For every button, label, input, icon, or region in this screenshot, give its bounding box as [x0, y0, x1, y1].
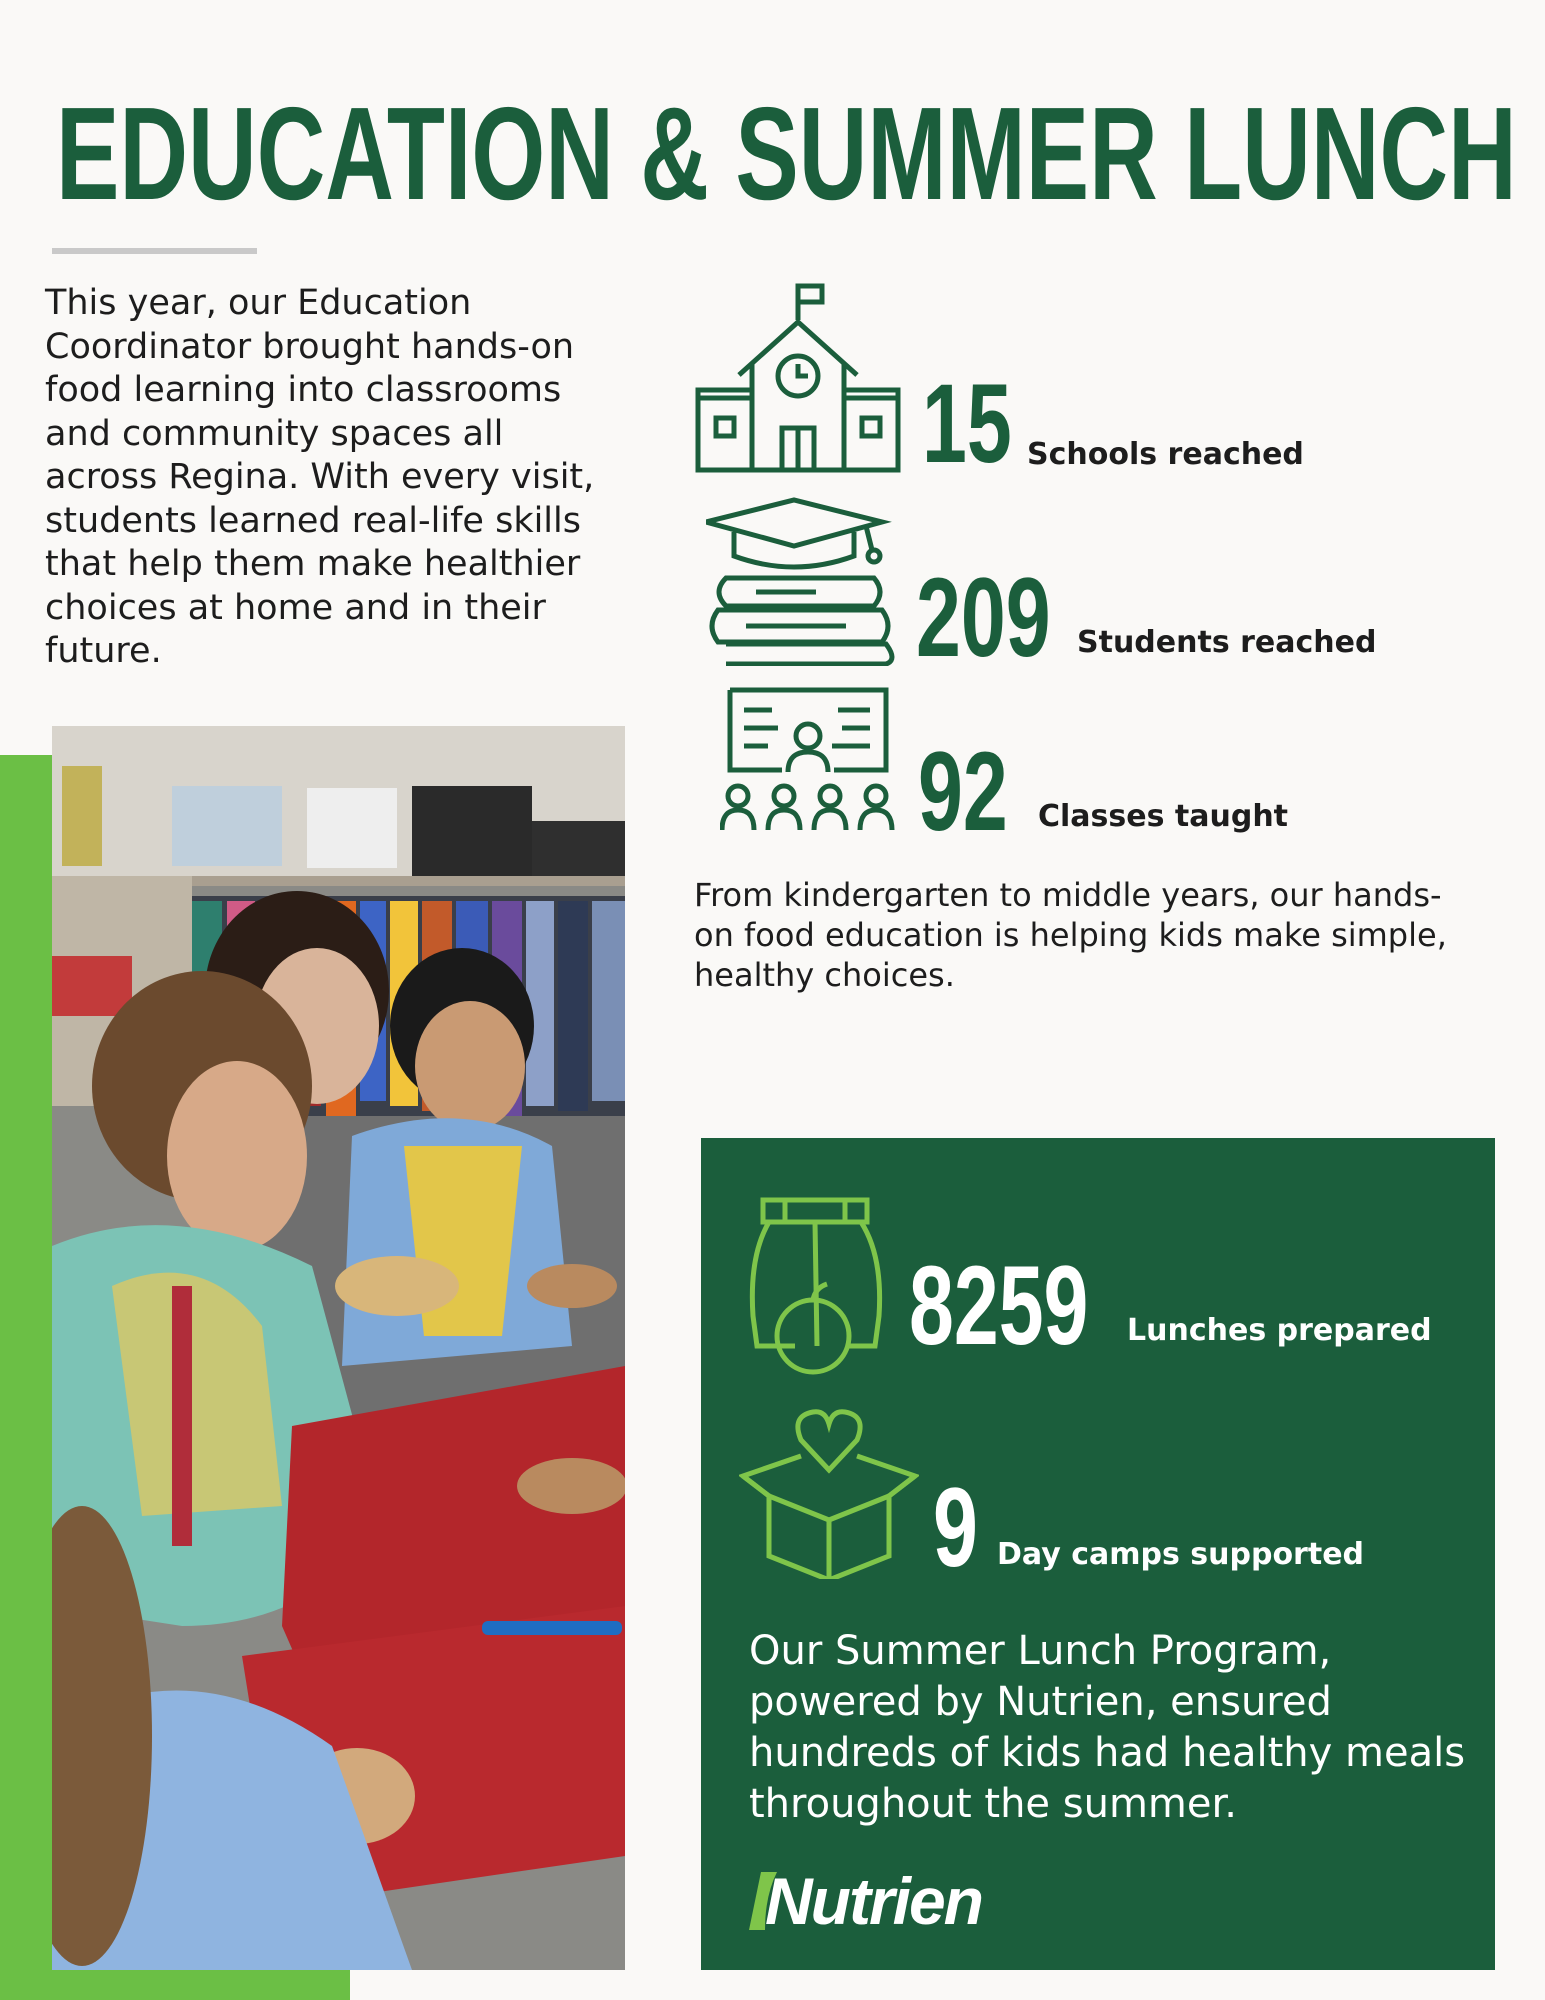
- page-title: EDUCATION & SUMMER LUNCH: [56, 80, 1517, 227]
- title-divider: [52, 248, 257, 254]
- summer-lunch-description: Our Summer Lunch Program, powered by Nutrien, ensured hundreds of kids had healthy meals throughout the summer.: [749, 1628, 1466, 1827]
- nutrien-logo-text: Nutrien: [765, 1864, 982, 1938]
- stat-day-camps: [739, 1404, 1479, 1590]
- stat-value: 209: [916, 555, 1051, 680]
- heart-box-icon: [739, 1404, 919, 1579]
- summer-lunch-panel: [701, 1138, 1495, 1970]
- stat-value: 8259: [909, 1243, 1089, 1368]
- stat-label: Schools reached: [1027, 437, 1304, 472]
- stat-schools: [694, 280, 1394, 486]
- classroom-teacher-icon: [720, 686, 900, 836]
- stat-value: 15: [922, 361, 1012, 486]
- stat-label: Lunches prepared: [1127, 1313, 1432, 1348]
- intro-paragraph: This year, our Education Coordinator brought hands-on food learning into classrooms and community spaces all across Regina. With every visit, students learned real-life skills that help them make healthier choices at home and in their future.: [45, 283, 595, 671]
- stat-label: Classes taught: [1038, 799, 1289, 834]
- classroom-cooking-photo: [52, 726, 625, 1970]
- school-building-icon: [694, 280, 904, 480]
- stat-lunches: [745, 1196, 1485, 1386]
- stat-classes: [720, 686, 1420, 854]
- stat-students: [706, 496, 1406, 680]
- lunch-bag-apple-icon: [745, 1196, 885, 1376]
- stat-label: Students reached: [1077, 625, 1377, 660]
- nutrien-logo: [747, 1866, 1047, 1936]
- education-summary: From kindergarten to middle years, our hands-on food education is helping kids make simple, healthy choices.: [694, 876, 1447, 994]
- stat-value: 9: [933, 1465, 978, 1590]
- graduation-books-icon: [706, 496, 896, 666]
- stat-label: Day camps supported: [997, 1537, 1365, 1572]
- stat-value: 92: [918, 729, 1008, 854]
